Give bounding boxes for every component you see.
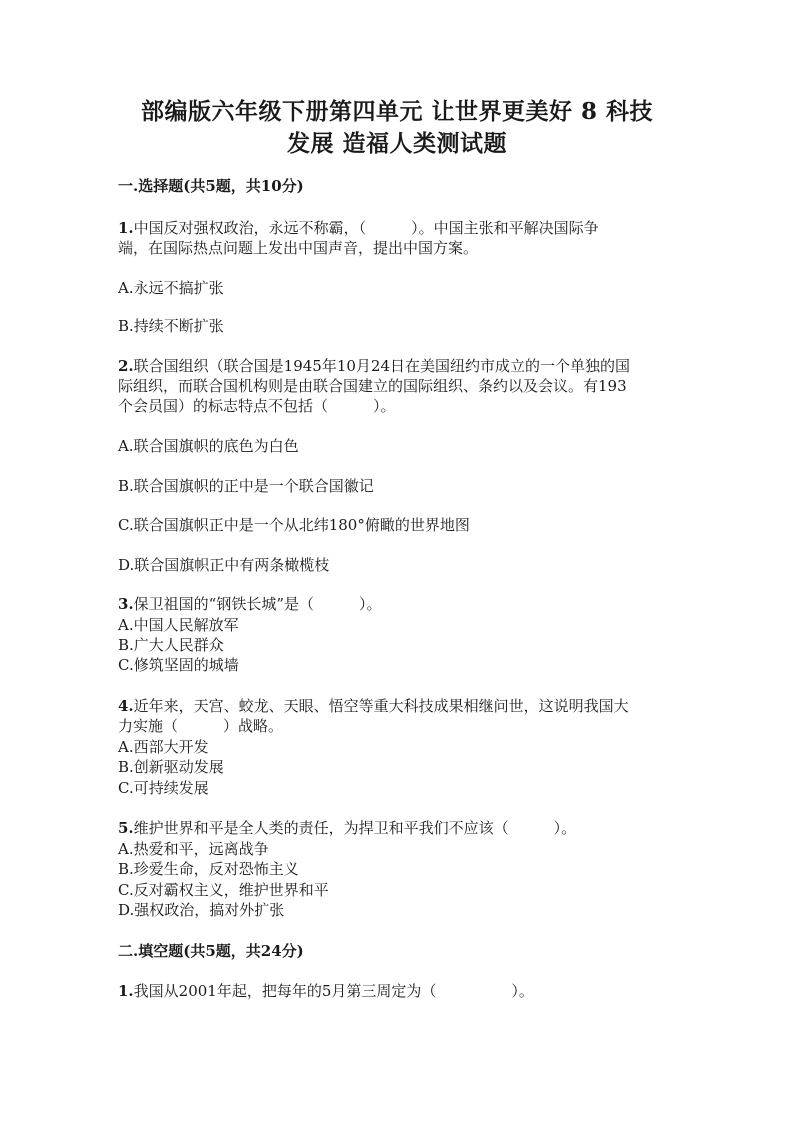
section-1-heading: 一.选择题(共5题，共10分) xyxy=(118,177,304,195)
section-2-heading: 二.填空题(共5题，共24分) xyxy=(118,942,304,960)
question-2-line-2: 际组织，而联合国机构则是由联合国建立的国际组织、条约以及会议。有193 xyxy=(118,377,627,395)
question-text: 中国反对强权政治，永远不称霸，（ ）。中国主张和平解决国际争 xyxy=(133,219,599,237)
question-text: 联合国组织（联合国是1945年10月24日在美国纽约市成立的一个单独的国 xyxy=(133,357,631,375)
question-3-line-1 xyxy=(118,594,688,614)
question-4-option-c: C.可持续发展 xyxy=(118,779,209,797)
question-text: 我国从2001年起，把每年的5月第三周定为（ ）。 xyxy=(133,982,534,1000)
question-5-line-1 xyxy=(118,818,688,838)
question-number: 3. xyxy=(118,595,134,613)
question-1-option-b: B.持续不断扩张 xyxy=(118,317,224,335)
question-2-option-d: D.联合国旗帜正中有两条橄榄枝 xyxy=(118,556,330,574)
question-5-option-a: A.热爱和平，远离战争 xyxy=(118,840,269,858)
question-text: 近年来，天宫、蛟龙、天眼、悟空等重大科技成果相继问世，这说明我国大 xyxy=(133,697,629,715)
question-4-line-2: 力实施（ ）战略。 xyxy=(118,717,284,735)
question-2-option-c: C.联合国旗帜正中是一个从北纬180°俯瞰的世界地图 xyxy=(118,516,470,534)
question-number: 1. xyxy=(118,219,134,237)
question-number: 1. xyxy=(118,982,134,1000)
document-title-line-1: 部编版六年级下册第四单元 让世界更美好 8 科技 xyxy=(140,98,654,125)
question-text: 保卫祖国的“钢铁长城”是（ ）。 xyxy=(133,595,382,613)
question-4-line-1 xyxy=(118,696,688,716)
question-number: 4. xyxy=(118,697,134,715)
question-1-option-a: A.永远不搞扩张 xyxy=(118,279,224,297)
fill-question-1-line-1 xyxy=(118,981,688,1001)
question-1-line-1 xyxy=(118,218,688,238)
question-5-option-c: C.反对霸权主义，维护世界和平 xyxy=(118,881,329,899)
question-number: 5. xyxy=(118,819,134,837)
question-2-option-a: A.联合国旗帜的底色为白色 xyxy=(118,437,299,455)
question-5-option-b: B.珍爱生命，反对恐怖主义 xyxy=(118,860,299,878)
question-5-option-d: D.强权政治，搞对外扩张 xyxy=(118,901,285,919)
question-number: 2. xyxy=(118,357,134,375)
question-text: 维护世界和平是全人类的责任，为捍卫和平我们不应该（ ）。 xyxy=(133,819,577,837)
question-2-option-b: B.联合国旗帜的正中是一个联合国徽记 xyxy=(118,477,374,495)
question-3-option-a: A.中国人民解放军 xyxy=(118,616,239,634)
question-4-option-a: A.西部大开发 xyxy=(118,738,209,756)
question-3-option-c: C.修筑坚固的城墙 xyxy=(118,656,239,674)
document-title-line-2: 发展 造福人类测试题 xyxy=(286,130,507,157)
question-4-option-b: B.创新驱动发展 xyxy=(118,758,224,776)
question-1-line-2: 端，在国际热点问题上发出中国声音，提出中国方案。 xyxy=(118,239,479,257)
question-3-option-b: B.广大人民群众 xyxy=(118,636,224,654)
question-2-line-1 xyxy=(118,356,688,376)
question-2-line-3: 个会员国）的标志特点不包括（ ）。 xyxy=(118,397,396,415)
